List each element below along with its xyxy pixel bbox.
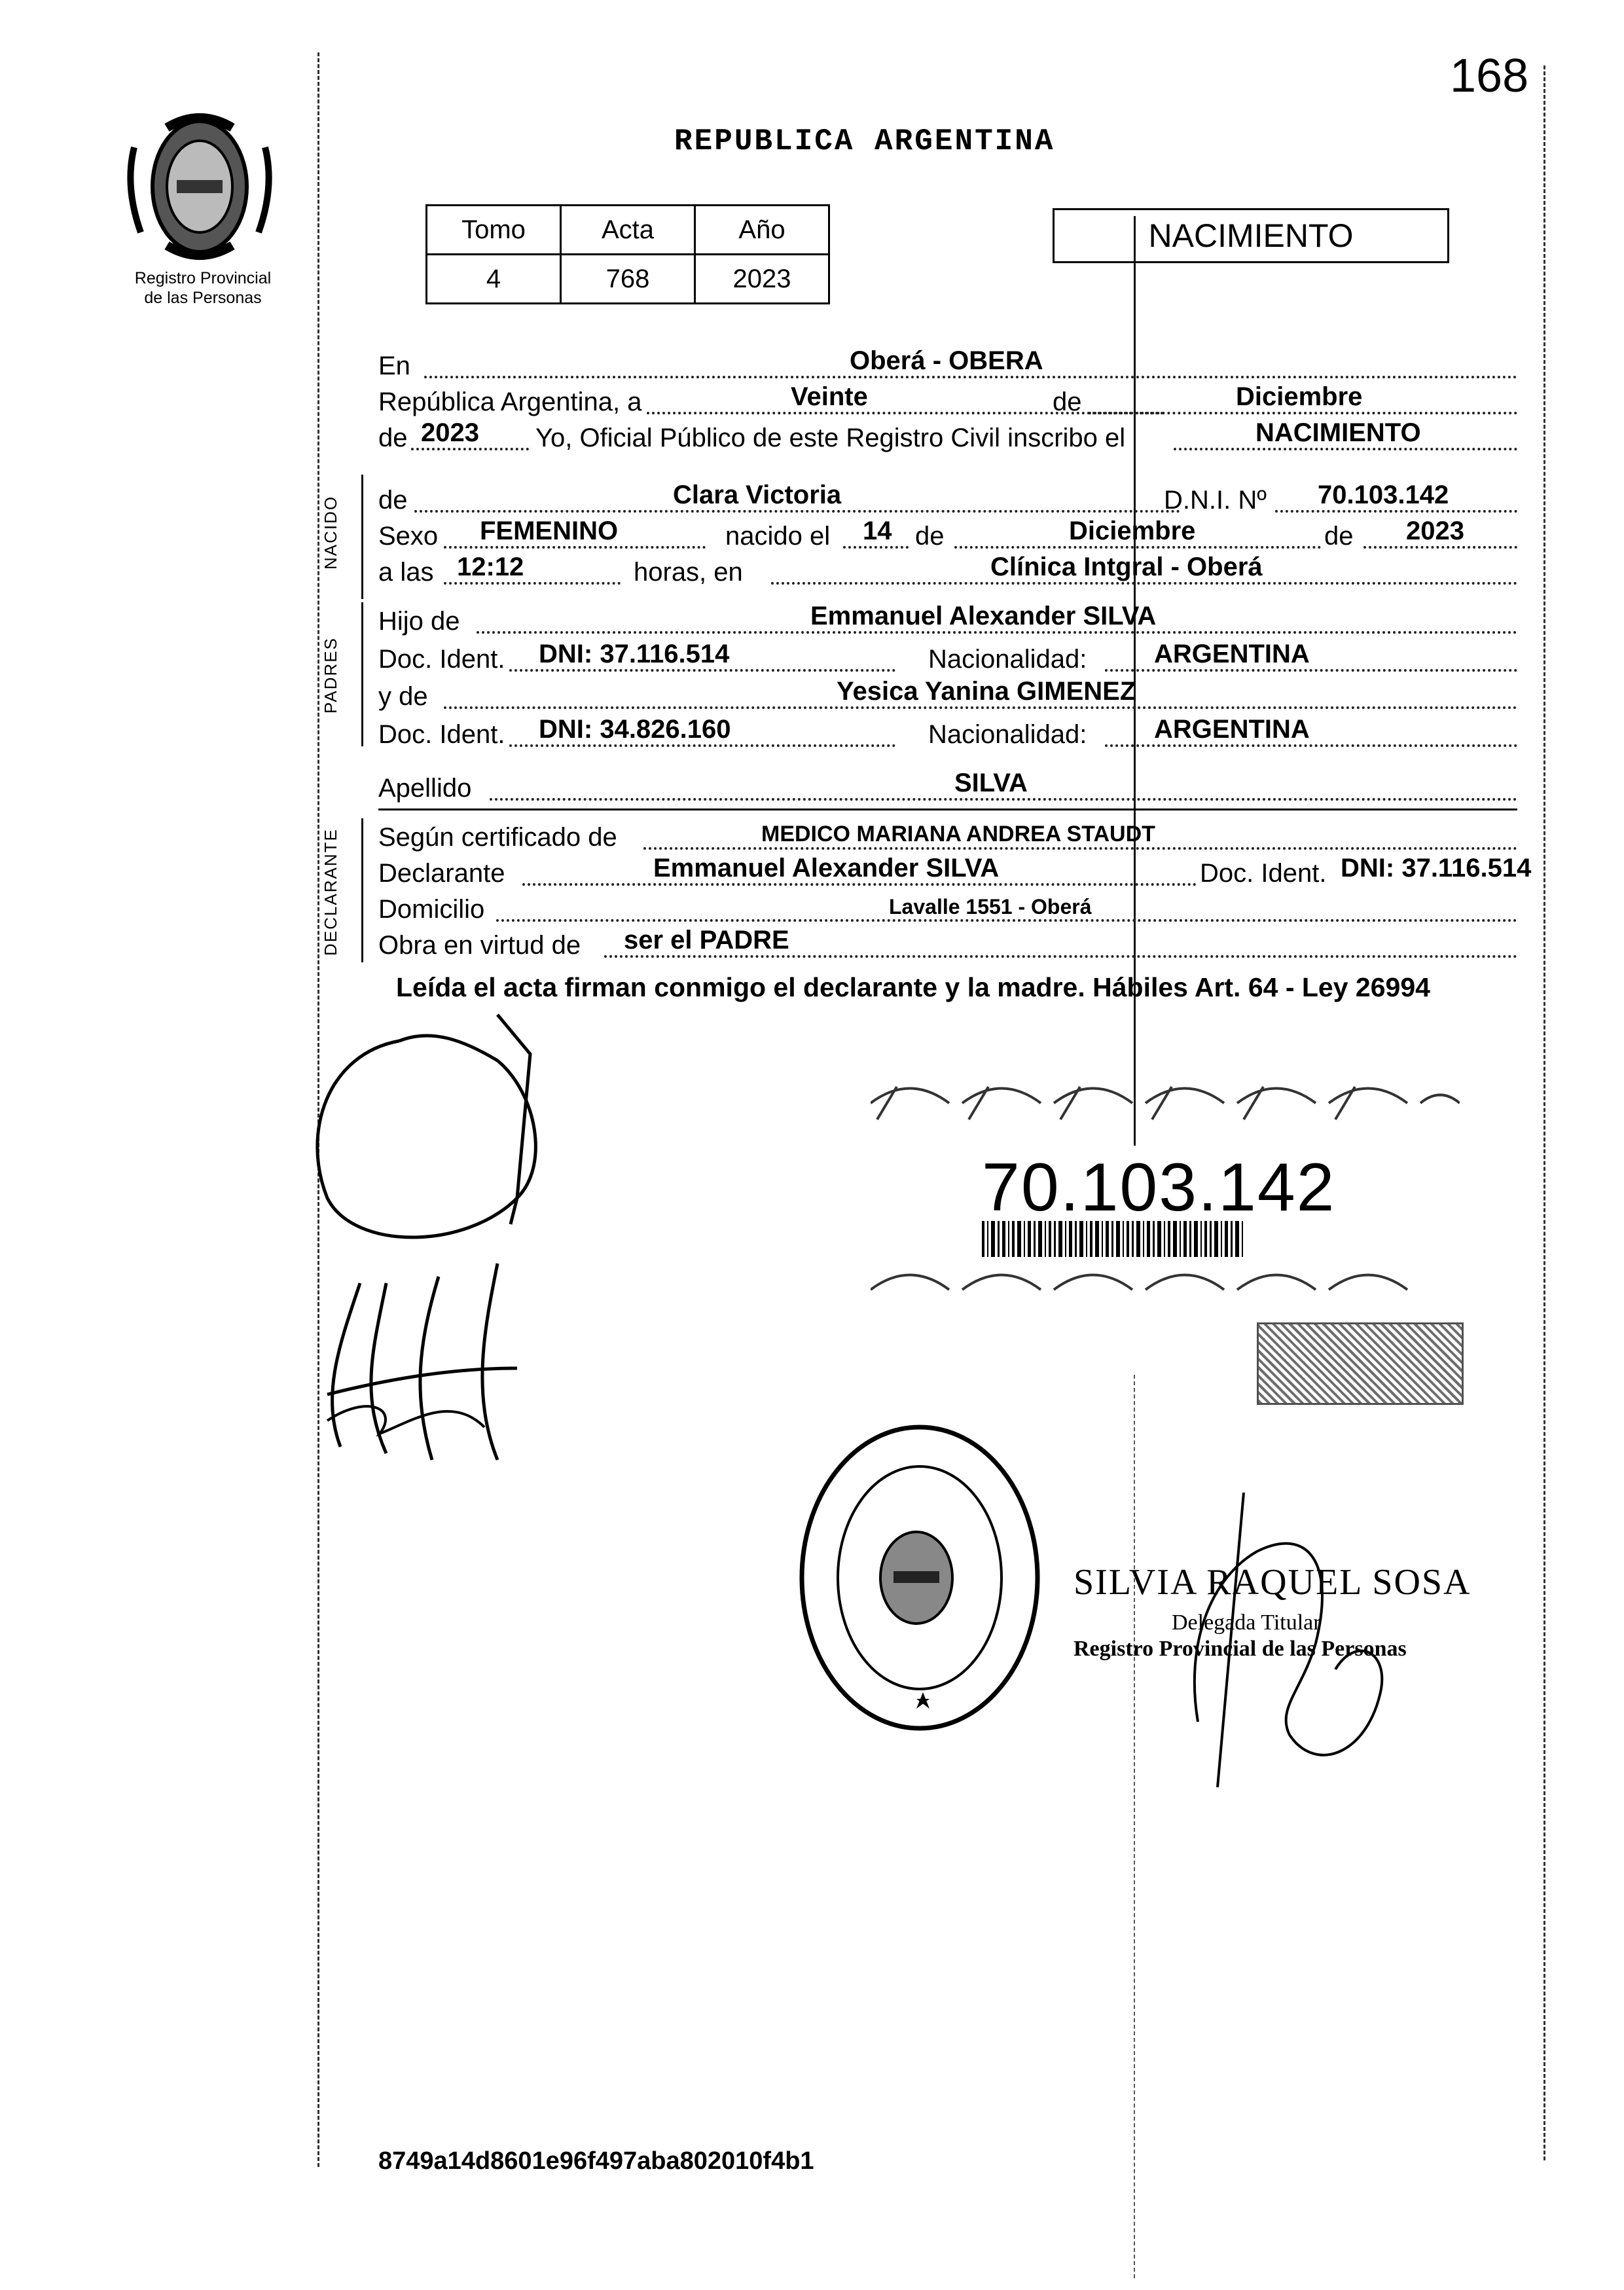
label-en: En <box>378 352 410 380</box>
label-horas: horas, en <box>634 558 743 587</box>
row-sexo <box>378 517 1517 554</box>
value-virtud: ser el PADRE <box>624 926 789 954</box>
row-padre-doc <box>378 640 1517 677</box>
logo-caption <box>98 268 308 308</box>
page-number: 168 <box>1450 50 1529 102</box>
value-domicilio: Lavalle 1551 - Oberá <box>889 895 1092 918</box>
value-nombre: Clara Victoria <box>673 481 842 509</box>
value-madre-doc: DNI: 34.826.160 <box>539 715 731 744</box>
row-madre <box>378 678 1517 714</box>
value-nac-year: 2023 <box>1406 517 1464 545</box>
row-domicilio <box>378 890 1517 927</box>
row-certificado <box>378 818 1517 855</box>
value-dni: 70.103.142 <box>1318 481 1449 509</box>
label-decl-doc: Doc. Ident. <box>1200 859 1327 888</box>
label-nac-de: de <box>915 522 945 551</box>
value-declarante: Emmanuel Alexander SILVA <box>653 854 1000 882</box>
logo-caption-line2: de las Personas <box>144 289 262 307</box>
value-madre-nac: ARGENTINA <box>1154 715 1310 744</box>
label-de: de <box>1053 388 1082 416</box>
value-padre-nac: ARGENTINA <box>1154 640 1310 668</box>
row-padre <box>378 602 1517 639</box>
value-day: Veinte <box>791 382 868 411</box>
value-apellido: SILVA <box>954 769 1028 797</box>
row-apellido <box>378 769 1517 806</box>
label-nacido: nacido el <box>725 522 831 551</box>
label-inscribo: Yo, Oficial Público de este Registro Civil inscribo el <box>535 424 1126 452</box>
row-virtud <box>378 926 1517 963</box>
document-title: REPUBLICA ARGENTINA <box>674 124 1055 158</box>
value-tomo: 4 <box>427 255 561 304</box>
value-certificado: MEDICO MARIANA ANDREA STAUDT <box>761 822 1155 846</box>
label-certificado: Según certificado de <box>378 823 617 852</box>
label-de2: de <box>378 424 408 452</box>
value-hora: 12:12 <box>457 553 524 581</box>
label-declarante: Declarante <box>378 859 505 888</box>
header-anio: Año <box>695 206 829 255</box>
right-margin-line <box>1543 65 1545 2160</box>
row-nombre <box>378 481 1517 518</box>
value-month: Diciembre <box>1236 382 1363 411</box>
label-nac-de2: de <box>1324 522 1354 551</box>
logo-caption-line1: Registro Provincial <box>134 269 272 287</box>
value-decl-doc: DNI: 37.116.514 <box>1341 854 1532 882</box>
apellido-rule <box>378 809 1517 810</box>
value-acta: 768 <box>561 255 695 304</box>
row-year <box>378 419 1517 456</box>
label-hijo: Hijo de <box>378 607 460 636</box>
label-padre-nac: Nacionalidad: <box>928 645 1087 674</box>
label-domicilio: Domicilio <box>378 895 485 924</box>
sticker-number: 70.103.142 <box>982 1150 1336 1226</box>
label-padre-doc: Doc. Ident. <box>378 645 505 674</box>
value-anio: 2023 <box>695 255 829 304</box>
value-lugar: Clínica Intgral - Oberá <box>990 553 1263 581</box>
value-padre-doc: DNI: 37.116.514 <box>539 640 730 668</box>
label-alas: a las <box>378 558 434 587</box>
official-registry: Registro Provincial de las Personas <box>1074 1637 1407 1661</box>
declarante-signature <box>301 1002 576 1476</box>
declarante-section-line <box>361 818 363 962</box>
label-sexo: Sexo <box>378 522 439 551</box>
label-yde: y de <box>378 682 428 711</box>
value-nac-month: Diciembre <box>1069 517 1196 545</box>
hologram-seal <box>1257 1322 1464 1405</box>
header-acta: Acta <box>561 206 695 255</box>
label-republica: República Argentina, a <box>378 388 642 416</box>
value-padre: Emmanuel Alexander SILVA <box>810 602 1157 630</box>
record-table <box>425 204 830 304</box>
row-declarante <box>378 854 1532 891</box>
row-hora <box>378 553 1517 590</box>
nacido-section-line <box>361 475 363 599</box>
row-en <box>378 347 1517 384</box>
label-dni: D.N.I. Nº <box>1164 486 1267 515</box>
label-nombre: de <box>378 486 408 515</box>
row-madre-doc <box>378 716 1517 752</box>
header-tomo: Tomo <box>427 206 561 255</box>
official-role: Delegada Titular <box>1172 1610 1321 1635</box>
fold-line-lower <box>1134 1375 1135 2278</box>
value-madre: Yesica Yanina GIMENEZ <box>837 677 1136 706</box>
label-madre-doc: Doc. Ident. <box>378 720 505 749</box>
province-logo <box>121 108 278 268</box>
value-nac-day: 14 <box>863 517 892 545</box>
record-type-box: NACIMIENTO <box>1053 208 1449 263</box>
padres-section-line <box>361 602 363 746</box>
value-year: 2023 <box>421 418 479 447</box>
label-apellido: Apellido <box>378 774 472 803</box>
closing-statement: Leída el acta firman conmigo el declarante y la madre. Hábiles Art. 64 - Ley 26994 <box>396 972 1430 1002</box>
value-inscribo: NACIMIENTO <box>1255 418 1421 447</box>
value-sexo: FEMENINO <box>480 517 619 545</box>
label-madre-nac: Nacionalidad: <box>928 720 1087 749</box>
official-name: SILVIA RAQUEL SOSA <box>1074 1562 1471 1603</box>
value-place: Oberá - OBERA <box>850 346 1043 375</box>
document-hash: 8749a14d8601e96f497aba802010f4b1 <box>378 2147 814 2175</box>
official-stamp <box>795 1421 1044 1738</box>
row-date <box>378 383 1517 420</box>
label-virtud: Obra en virtud de <box>378 931 581 960</box>
